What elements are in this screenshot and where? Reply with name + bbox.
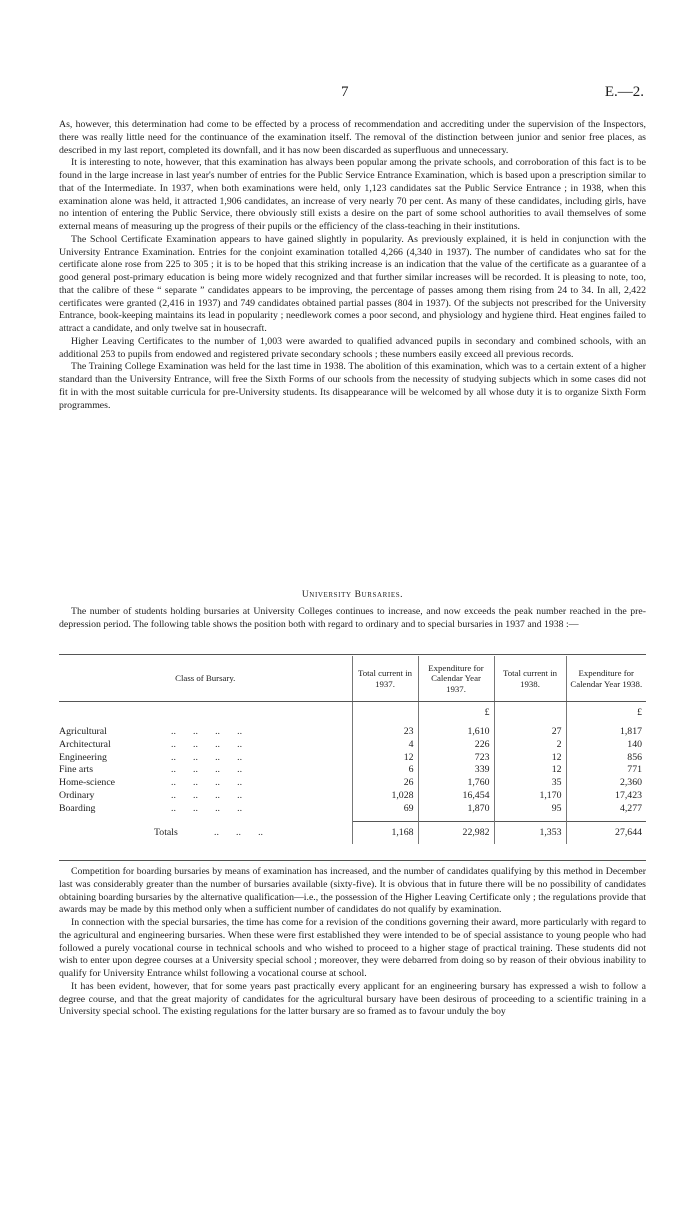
totals-label: Totals (154, 826, 178, 838)
bursary-class: Home-science (59, 777, 116, 788)
paragraph: It has been evident, however, that for some years past practically every applicant for an engineering bursary has expressed a wish to follow a degree course, and that the great majority of candidates for the agricultural bursary have been desirous of proceeding to a scientific training in a University special school. The existing regulations for the latter bursary are so framed as to favour unduly the boy (59, 980, 646, 1018)
table-header-row (59, 656, 646, 702)
bursary-class: Engineering (59, 751, 107, 763)
expenditure-1937: 339 (418, 764, 494, 777)
expenditure-1937: 1,870 (418, 803, 494, 816)
total-1937: 4 (352, 739, 418, 752)
total-1938: 12 (494, 764, 566, 777)
total-1938: 12 (494, 752, 566, 765)
column-header-expenditure-1937: Expenditure for Calendar Year 1937. (418, 656, 494, 702)
total-1937: 26 (352, 777, 418, 790)
expenditure-1938: 856 (566, 752, 646, 765)
currency-symbol: £ (418, 702, 494, 721)
total-1938: 1,170 (494, 790, 566, 803)
page-header (59, 84, 646, 104)
expenditure-1938: 17,423 (566, 790, 646, 803)
total-1937: 6 (352, 764, 418, 777)
totals-expenditure-1938: 27,644 (566, 822, 646, 845)
bursary-class: Fine arts (59, 764, 94, 776)
totals-1937: 1,168 (352, 822, 418, 845)
table-row: Agricultural .. .. .. .. 23 1,610 27 1,817 (59, 726, 646, 739)
table-row: Fine arts .. .. .. .. 6 339 12 771 (59, 764, 646, 777)
paragraph: The Training College Examination was held for the last time in 1938. The abolition of this examination, which was to a certain extent of a higher standard than the University Entrance, will free the Sixth Forms of our schools from the necessity of studying subjects which in some cases did not fit in with the most suitable curricula for pre-University students. Its disappearance will be welcomed by all whose duty it is to organize Sixth Form programmes. (59, 361, 646, 411)
paragraph: In connection with the special bursaries, the time has come for a revision of the conditions governing their award, more particularly with regard to the agricultural and engineering bursaries. When these were first established they were intended to be of special assistance to young people who had followed a purely vocational course in technical schools and who wished to proceed to a higher stage of practical training. These students did not wish to enter upon degree courses at a University special school ; moreover, they were debarred from doing so by reason of their obvious inability to qualify for University Entrance whilst following a vocational course at school. (59, 917, 646, 979)
bursary-class: Agricultural (59, 726, 107, 737)
total-1938: 27 (494, 726, 566, 739)
currency-symbol: £ (566, 702, 646, 721)
section-bursary-discussion (59, 866, 646, 1019)
total-1937: 1,028 (352, 790, 418, 803)
page-number: 7 (341, 84, 349, 100)
table-row: Architectural .. .. .. .. 4 226 2 140 (59, 739, 646, 752)
totals-row: Totals .. .. .. 1,168 22,982 1,353 27,644 (59, 822, 646, 845)
bursary-table (59, 656, 646, 844)
table-row: Home-science .. .. .. .. 26 1,760 35 2,360 (59, 777, 646, 790)
expenditure-1938: 2,360 (566, 777, 646, 790)
table-top-rule (59, 654, 646, 655)
expenditure-1938: 1,817 (566, 726, 646, 739)
paragraph: Higher Leaving Certificates to the number of 1,003 were awarded to qualified advanced pupils in secondary and combined schools, with an additional 253 to pupils from endowed and registered private secondary schools ; these numbers easily exceed all previous records. (59, 335, 646, 360)
expenditure-1938: 140 (566, 739, 646, 752)
bursary-class: Boarding (59, 802, 96, 814)
expenditure-1937: 1,760 (418, 777, 494, 790)
bursary-class: Ordinary (59, 789, 95, 801)
paragraph: Competition for boarding bursaries by means of examination has increased, and the number of candidates qualifying by this method in December last was considerably greater than the number of bursaries available (sixty-five). It is obvious that in future there will be no possibility of candidates obtaining boarding bursaries by the alternative qualification—i.e., the possession of the Higher Leaving Certificate only ; the regulations provide that awards may be made by this method only when a sufficient number of candidates do not qualify by examination. (59, 866, 646, 916)
paragraph: The number of students holding bursaries at University Colleges continues to increase, and now exceeds the peak number reached in the pre-depression period. The following table shows the position both with regard to ordinary and to special bursaries in 1937 and 1938 :— (59, 606, 646, 630)
expenditure-1938: 4,277 (566, 803, 646, 816)
column-header-total-1938: Total current in 1938. (494, 656, 566, 702)
totals-expenditure-1937: 22,982 (418, 822, 494, 845)
table-row: Boarding .. .. .. .. 69 1,870 95 4,277 (59, 803, 646, 816)
total-1937: 12 (352, 752, 418, 765)
currency-row (59, 702, 646, 721)
document-reference: E.—2. (604, 84, 644, 100)
totals-1938: 1,353 (494, 822, 566, 845)
expenditure-1937: 16,454 (418, 790, 494, 803)
paragraph: As, however, this determination had come to be effected by a process of recommendation and accrediting under the supervision of the Inspectors, there was really little need for the continuance of the examination itself. The removal of the distinction between junior and senior free places, as described in my last report, completed its downfall, and it has now been discarded as superfluous and unnecessary. (59, 119, 646, 156)
expenditure-1938: 771 (566, 764, 646, 777)
column-header-class: Class of Bursary. (59, 656, 352, 702)
paragraph: The School Certificate Examination appears to have gained slightly in popularity. As previously explained, it is held in conjunction with the University Entrance Examination. Entries for the conjoint examination totalled 4,266 (4,340 in 1937). The number of candidates who sat for the certificate alone rose from 225 to 305 ; it is to be hoped that this striking increase is an indication that the value of the certificate as a guarantee of a good general post-primary education is being more widely recognized and that further similar increases will be recorded. It is pleasing to note, too, that the calibre of these “ separate ” candidates appears to be improving, the percentage of passes among them rising from 24 to 34. In all, 2,422 certificates were granted (2,416 in 1937) and 749 candidates obtained partial passes (804 in 1937). Of the subjects not prescribed for the University Entrance, book-keeping maintains its lead in popularity ; needlework comes a poor second, and physiology and hygiene third. Heat engines failed to attract a candidate, and only twelve sat in housecraft. (59, 233, 646, 334)
total-1938: 2 (494, 739, 566, 752)
section-bursaries-intro (59, 606, 646, 632)
column-header-expenditure-1938: Expenditure for Calendar Year 1938. (566, 656, 646, 702)
table-row: Ordinary .. .. .. .. 1,028 16,454 1,170 17,423 (59, 790, 646, 803)
table-row: Engineering .. .. .. .. 12 723 12 856 (59, 752, 646, 765)
section-title: University Bursaries. (301, 590, 404, 600)
column-header-total-1937: Total current in 1937. (352, 656, 418, 702)
expenditure-1937: 226 (418, 739, 494, 752)
section-examinations (59, 119, 646, 412)
total-1937: 23 (352, 726, 418, 739)
table-bottom-rule (59, 860, 646, 861)
total-1938: 95 (494, 803, 566, 816)
paragraph: It is interesting to note, however, that this examination has always been popular among the private schools, and corroboration of this fact is to be found in the large increase in last year's number of entries for the Public Service Entrance Examination, which is based upon a prescription similar to that of the Intermediate. In 1937, when both examinations were held, only 1,123 candidates sat the Public Service Entrance ; in 1938, when this examination alone was held, it attracted 1,906 candidates, an increase of very nearly 70 per cent. As many of these candidates, including girls, have no intention of entering the Public Service, there obviously still exists a desire on the part of some school authorities to avail themselves of some external means of measuring up the progress of their pupils or the efficiency of the class-teaching in their institutions. (59, 157, 646, 232)
expenditure-1937: 723 (418, 752, 494, 765)
total-1937: 69 (352, 803, 418, 816)
bursary-class: Architectural (59, 738, 111, 750)
expenditure-1937: 1,610 (418, 726, 494, 739)
total-1938: 35 (494, 777, 566, 790)
